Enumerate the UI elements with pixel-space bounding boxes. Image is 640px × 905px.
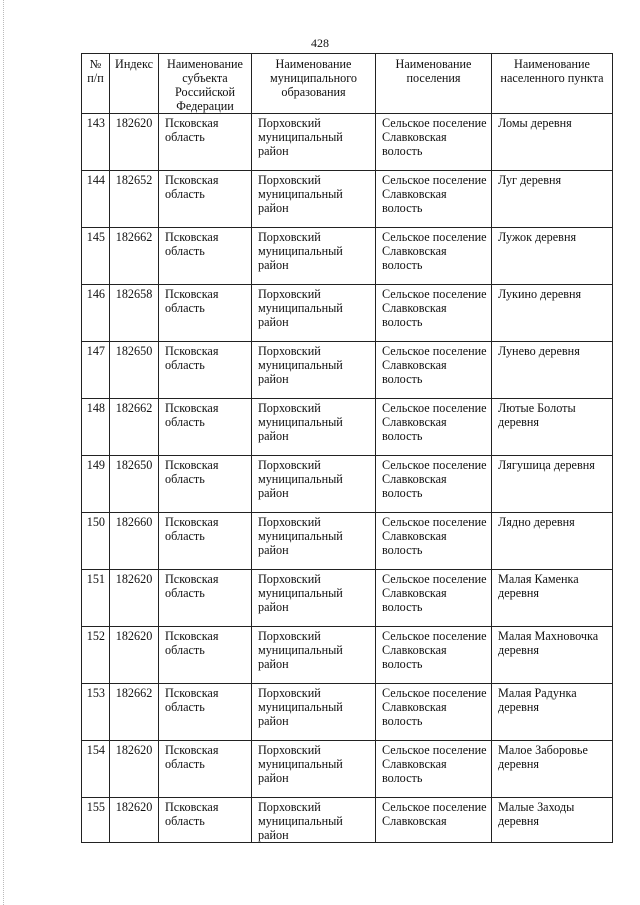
table-row	[82, 342, 613, 399]
cell-settlement: Сельское поселение Славковская волость	[376, 342, 492, 399]
cell-index: 182662	[110, 399, 159, 456]
cell-num: 148	[82, 399, 110, 456]
cell-settlement: Сельское поселение Славковская волость	[376, 114, 492, 171]
cell-subject: Псковская область	[159, 798, 252, 843]
cell-settlement: Сельское поселение Славковская волость	[376, 228, 492, 285]
cell-subject: Псковская область	[159, 741, 252, 798]
table-row	[82, 399, 613, 456]
cell-settlement: Сельское поселение Славковская волость	[376, 399, 492, 456]
cell-locality: Малая Каменка деревня	[492, 570, 613, 627]
table-row	[82, 285, 613, 342]
cell-index: 182662	[110, 684, 159, 741]
cell-num: 143	[82, 114, 110, 171]
cell-index: 182620	[110, 627, 159, 684]
cell-subject: Псковская область	[159, 513, 252, 570]
cell-settlement: Сельское поселение Славковская волость	[376, 684, 492, 741]
cell-subject: Псковская область	[159, 570, 252, 627]
table-row	[82, 741, 613, 798]
table-header	[82, 54, 613, 114]
cell-settlement: Сельское поселение Славковская волость	[376, 456, 492, 513]
cell-municipality: Порховский муниципальный район	[252, 228, 376, 285]
cell-num: 153	[82, 684, 110, 741]
cell-municipality: Порховский муниципальный район	[252, 285, 376, 342]
table-row	[82, 798, 613, 843]
cell-num: 147	[82, 342, 110, 399]
table-row	[82, 456, 613, 513]
cell-municipality: Порховский муниципальный район	[252, 741, 376, 798]
cell-num: 144	[82, 171, 110, 228]
cell-locality: Лютые Болоты деревня	[492, 399, 613, 456]
header-index: Индекс	[110, 54, 159, 114]
cell-settlement: Сельское поселение Славковская волость	[376, 741, 492, 798]
cell-index: 182650	[110, 342, 159, 399]
cell-locality: Луг деревня	[492, 171, 613, 228]
cell-municipality: Порховский муниципальный район	[252, 342, 376, 399]
cell-locality: Лядно деревня	[492, 513, 613, 570]
cell-num: 149	[82, 456, 110, 513]
cell-subject: Псковская область	[159, 228, 252, 285]
page-number: 428	[311, 36, 329, 50]
cell-subject: Псковская область	[159, 285, 252, 342]
header-row	[82, 54, 613, 114]
table-row	[82, 627, 613, 684]
cell-municipality: Порховский муниципальный район	[252, 114, 376, 171]
cell-locality: Лужок деревня	[492, 228, 613, 285]
cell-num: 145	[82, 228, 110, 285]
cell-subject: Псковская область	[159, 627, 252, 684]
cell-settlement: Сельское поселение Славковская волость	[376, 285, 492, 342]
header-municipality: Наименование муниципального образования	[252, 54, 376, 114]
cell-settlement: Сельское поселение Славковская волость	[376, 627, 492, 684]
header-subject: Наименование субъекта Российской Федерации	[159, 54, 252, 114]
cell-index: 182658	[110, 285, 159, 342]
cell-subject: Псковская область	[159, 342, 252, 399]
cell-settlement: Сельское поселение Славковская	[376, 798, 492, 843]
cell-index: 182652	[110, 171, 159, 228]
cell-num: 152	[82, 627, 110, 684]
cell-num: 151	[82, 570, 110, 627]
scan-edge	[3, 0, 5, 905]
cell-subject: Псковская область	[159, 399, 252, 456]
cell-municipality: Порховский муниципальный район	[252, 171, 376, 228]
cell-locality: Малые Заходы деревня	[492, 798, 613, 843]
cell-index: 182620	[110, 798, 159, 843]
cell-subject: Псковская область	[159, 684, 252, 741]
cell-municipality: Порховский муниципальный район	[252, 399, 376, 456]
cell-subject: Псковская область	[159, 171, 252, 228]
cell-settlement: Сельское поселение Славковская волость	[376, 513, 492, 570]
table-row	[82, 114, 613, 171]
cell-subject: Псковская область	[159, 114, 252, 171]
cell-municipality: Порховский муниципальный район	[252, 627, 376, 684]
cell-municipality: Порховский муниципальный район	[252, 513, 376, 570]
cell-locality: Малое Заборовье деревня	[492, 741, 613, 798]
header-locality: Наименование населенного пункта	[492, 54, 613, 114]
cell-settlement: Сельское поселение Славковская волость	[376, 570, 492, 627]
cell-locality: Лунево деревня	[492, 342, 613, 399]
cell-num: 150	[82, 513, 110, 570]
cell-index: 182660	[110, 513, 159, 570]
table-row	[82, 513, 613, 570]
cell-municipality: Порховский муниципальный район	[252, 798, 376, 843]
cell-num: 155	[82, 798, 110, 843]
cell-municipality: Порховский муниципальный район	[252, 684, 376, 741]
cell-locality: Лукино деревня	[492, 285, 613, 342]
settlements-table	[81, 53, 613, 843]
header-settlement: Наименование поселения	[376, 54, 492, 114]
cell-locality: Лягушица деревня	[492, 456, 613, 513]
cell-index: 182620	[110, 741, 159, 798]
table-row	[82, 684, 613, 741]
cell-settlement: Сельское поселение Славковская волость	[376, 171, 492, 228]
cell-locality: Малая Махновочка деревня	[492, 627, 613, 684]
cell-index: 182650	[110, 456, 159, 513]
cell-num: 146	[82, 285, 110, 342]
cell-municipality: Порховский муниципальный район	[252, 456, 376, 513]
cell-subject: Псковская область	[159, 456, 252, 513]
table-row	[82, 171, 613, 228]
cell-index: 182662	[110, 228, 159, 285]
cell-municipality: Порховский муниципальный район	[252, 570, 376, 627]
cell-index: 182620	[110, 114, 159, 171]
cell-num: 154	[82, 741, 110, 798]
table-row	[82, 228, 613, 285]
table-body	[82, 114, 613, 843]
cell-index: 182620	[110, 570, 159, 627]
cell-locality: Малая Радунка деревня	[492, 684, 613, 741]
cell-locality: Ломы деревня	[492, 114, 613, 171]
table-row	[82, 570, 613, 627]
header-num: № п/п	[82, 54, 110, 114]
